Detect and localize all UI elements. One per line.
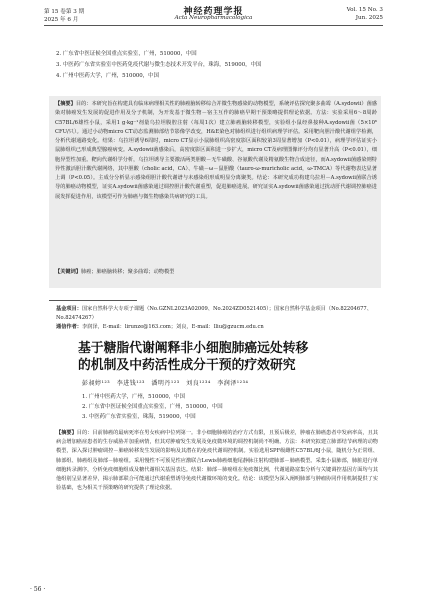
article-affiliations [82, 392, 223, 422]
journal-title-cn: 神经药理学报 [183, 7, 244, 17]
abstract-text: 目的：本研究旨在构建具有临床病理相关性的肺癌脑转移综合并微生物感染的动物模型，系统评估探究聚多曲霉（A.sydowii）菌感染对肺癌发生发展的促进作用及分子机制，为开发基于微生物－宿主互作的肺癌早期干预策略提供理论依据。方法：实验采用6～8周龄C57BL/6雄性小鼠，采用1 g·kg⁻¹剂量乌拉坦腹腔注射（每周1次）建立肺癌脑转移模型，实验组小鼠经鼻接种A.sydowii菌（5×10⁶ CFU/只）。通过小动物micro CT动态监测肺部结节影像学改变，H&E染色对肺组织进行组织病理学评估。采用靶向胆汁酸代谢组学检测，分析代谢通路变化。结果：乌拉坦诱导6周时，micro CT显示小鼠肺组织高密度影区面积较第3周显著增加（P<0.01），病理学评估证实小鼠肺组织已形成典型腺癌病变。A.sydowii菌感染后，高密度影区面积进一步扩大，micro CT及病理图像评分均有显著升高（P<0.01），细胞异型性加重。靶向代谢组学分析，乌拉坦诱导主要激活两类胆酸－无牛磺酸、谷氨酸代谢及精氨酸生物合成途径，而A.sydowii菌感染则特异性激活胆汁酸代谢网络，其中胆酸（cholic acid，CA）、牛磺－ω－鼠胆酸（tauro-ω-muricholic acid，ω-TMCA）等代谢物表达显著上调（P<0.05）。主成分分析显示感染组胆汁酸代谢谱与未感染组形成明显分离聚类。结论：本研究成功构建乌拉坦－A.sydowii菌联合诱导的肺癌动物模型，证实A.sydowii菌感染通过调控胆汁酸代谢重塑，促进肺癌进展。研究证实A.sydowii菌感染通过扰动肝代谢调控肺癌进展发挥促进作用，该模型可作为肺癌与微生物感染共病研究的工具。 [55, 101, 377, 200]
funding-label: 基金项目： [56, 306, 82, 312]
affiliation-item: 1. 广州中医药大学，广州，510000，中国 [82, 394, 185, 400]
correspondence [56, 323, 264, 330]
top-affiliations [56, 49, 261, 82]
abstract-label: 【摘要】 [55, 101, 76, 107]
author-list: 彭昶婷¹²³ 李进钱¹²³ 潘明丹¹²³ 刘良¹²³⁴ 李润泽¹²³⁴ [82, 380, 249, 387]
article-title [78, 340, 378, 374]
article-abstract-label: 【摘要】 [56, 430, 77, 436]
affiliation-item: 3. 中医药广东省实验室中医药免疫代谢与微生态技术开发平台，珠海，519000，中国 [56, 62, 262, 68]
affiliation-item: 3. 中医药广东省实验室，珠海，519000，中国 [82, 414, 196, 420]
funding-text: 国家自然科学大专项子课题（No.GZNL2023A02009、No.2024ZD0521405）；国家自然科学基金项目（No.82204677、No.82474267） [56, 306, 372, 321]
keywords-label: 【关键词】 [55, 269, 81, 275]
volume-issue-en: Vol. 15 No. 3 [346, 7, 383, 13]
date-en: Jun. 2025 [355, 15, 383, 21]
abstract-first [55, 100, 377, 202]
title-line-2: 的机制及中药活性成分干预的疗效研究 [78, 358, 296, 373]
affiliation-item: 2. 广东省中医证候全国重点实验室，广州，510000，中国 [56, 51, 197, 57]
affiliation-item: 4. 广州中医药大学，广州，510000，中国 [56, 73, 159, 79]
article-abstract-text: 目的：目前肺癌的最病死率在男女疾病中位列第一。非小细胞肺癌的治疗方式有限，且预后极差，肿瘤在肺癌患者中发病率高，且其病会增加癌症患者的生存威胁并加重病情，但其对肿瘤发生发展及免疫微环境的调控机制尚不明确。方法：本研究拟建立肺部结节病理的动物模型，深入探讨肿瘤调控－肺癌转移发生发展的影响及其潜在的免疫代谢调控机制。实验选用SPF级雌性C57BL/6J小鼠，随机分为正常组、肺部组、肺癌组及肺部－肺癌组。采用慢性不可预见性应激联合Lewis肺癌细胞尾静脉注射构建肺部－肺癌模型。采集小鼠肺部，肺脏进行单细胞转录测序，分析免疫细胞组成及糖代谢相关基因表达。结果：肺部－肺癌组在免疫微比例，代谢通路富集分析与关键调控基因方面均与其他组别呈显著差异，揭示肺部联合可能通过代谢重塑诱导免疫代谢微环境的变化。结论：该模型为深入阐明肺部与肿瘤协同作用机制提供了实验基础，也为相关干预策略的研究提供了理论依据。 [56, 430, 378, 492]
article-abstract [56, 429, 378, 493]
correspondence-label: 通信作者： [56, 324, 82, 330]
page-number: · 56 · [30, 586, 46, 593]
volume-issue-cn: 第 15 卷第 3 期 [44, 9, 85, 15]
footnote-divider [49, 300, 137, 301]
affiliation-item: 2. 广东省中医证候全国重点实验室，广州，510000，中国 [82, 404, 223, 410]
journal-title-en: Acta Neuropharmacologica [174, 15, 253, 21]
keywords-text: 肺癌；肺癌脑转移；聚多曲霉；动物模型 [80, 269, 175, 275]
header-divider [44, 25, 383, 26]
funding [56, 305, 376, 322]
correspondence-text: 李润泽，E-mail：lirunze@163.com；刘良，E-mail：lliu@gzucm.edu.cn [81, 324, 264, 330]
date-cn: 2025 年 6 月 [44, 17, 79, 23]
title-line-1: 基于糖脂代谢阐释非小细胞肺癌远处转移 [78, 341, 309, 356]
keywords [55, 268, 377, 275]
